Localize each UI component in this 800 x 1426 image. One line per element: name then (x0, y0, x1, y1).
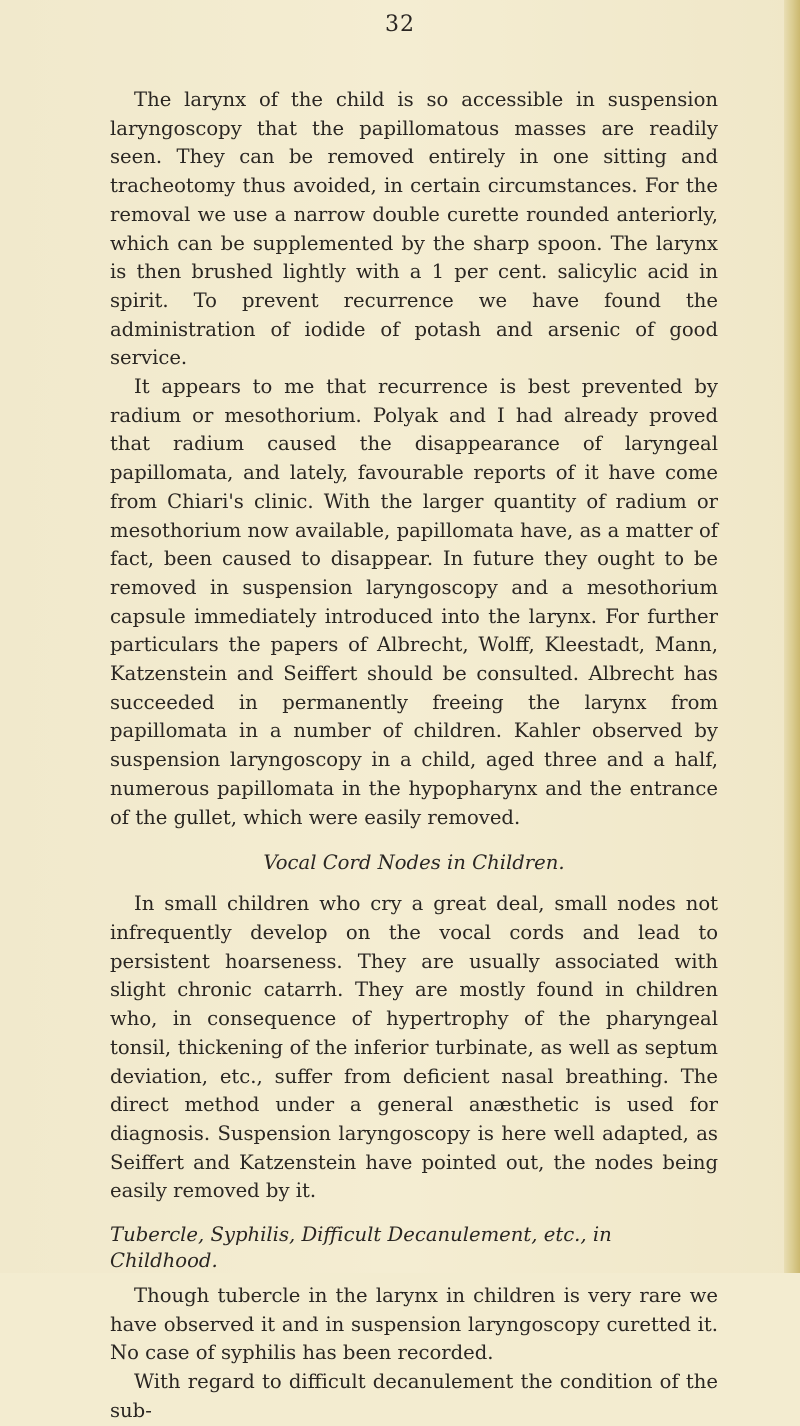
page-body (110, 86, 718, 1426)
paragraph-vocal-cord-nodes: In small children who cry a great deal, small nodes not infrequently develop on the vocal cords and lead to persistent hoarseness. They are usually associated with slight chronic catarrh. They are mostly found in children who, in consequence of hypertrophy of the pharyngeal tonsil, thickening of the inferior turbinate, as well as septum deviation, etc., suffer from deficient nasal breathing. The direct method under a general anæsthetic is used for diagnosis. Suspension laryngoscopy is here well adapted, as Seiffert and Katzenstein have pointed out, the nodes being easily removed by it. (110, 892, 718, 1203)
paragraph-tubercle: Though tubercle in the larynx in children is very rare we have observed it and in suspension laryngoscopy curetted it. No case of syphilis has been recorded. (110, 1284, 718, 1365)
paragraph-suspension-laryngoscopy: The larynx of the child is so accessible in suspension laryngoscopy that the papillomatous masses are readily seen. They can be removed entirely in one sitting and tracheotomy thus avoided, in certain circumstances. For the removal we use a narrow double curette rounded anteriorly, which can be supplemented by the sharp spoon. The larynx is then brushed lightly with a 1 per cent. salicylic acid in spirit. To prevent recurrence we have found the administration of iodide of potash and arsenic of good service. (110, 88, 718, 370)
heading-tubercle-syphilis: Tubercle, Syphilis, Difficult Decanulement, etc., in Childhood. (110, 1223, 612, 1273)
paragraph-decanulement: With regard to difficult decanulement the condition of the sub- (110, 1370, 718, 1422)
page-edge (784, 0, 800, 1273)
page-number: 32 (385, 12, 415, 37)
heading-vocal-cord-nodes: Vocal Cord Nodes in Children. (263, 851, 565, 875)
paragraph-radium-mesothorium: It appears to me that recurrence is best prevented by radium or mesothorium. Polyak and I had already proved that radium caused the disappearance of laryngeal papillomata, and lately, favourable reports of it have come from Chiari's clinic. With the larger quantity of radium or mesothorium now available, papillomata have, as a matter of fact, been caused to disappear. In future they ought to be removed in suspension laryngoscopy and a mesothorium capsule immediately introduced into the larynx. For further particulars the papers of Albrecht, Wolff, Kleestadt, Mann, Katzenstein and Seiffert should be consulted. Albrecht has succeeded in permanently freeing the larynx from papillomata in a number of children. Kahler observed by suspension laryngoscopy in a child, aged three and a half, numerous papillomata in the hypopharynx and the entrance of the gullet, which were easily removed. (110, 375, 718, 829)
